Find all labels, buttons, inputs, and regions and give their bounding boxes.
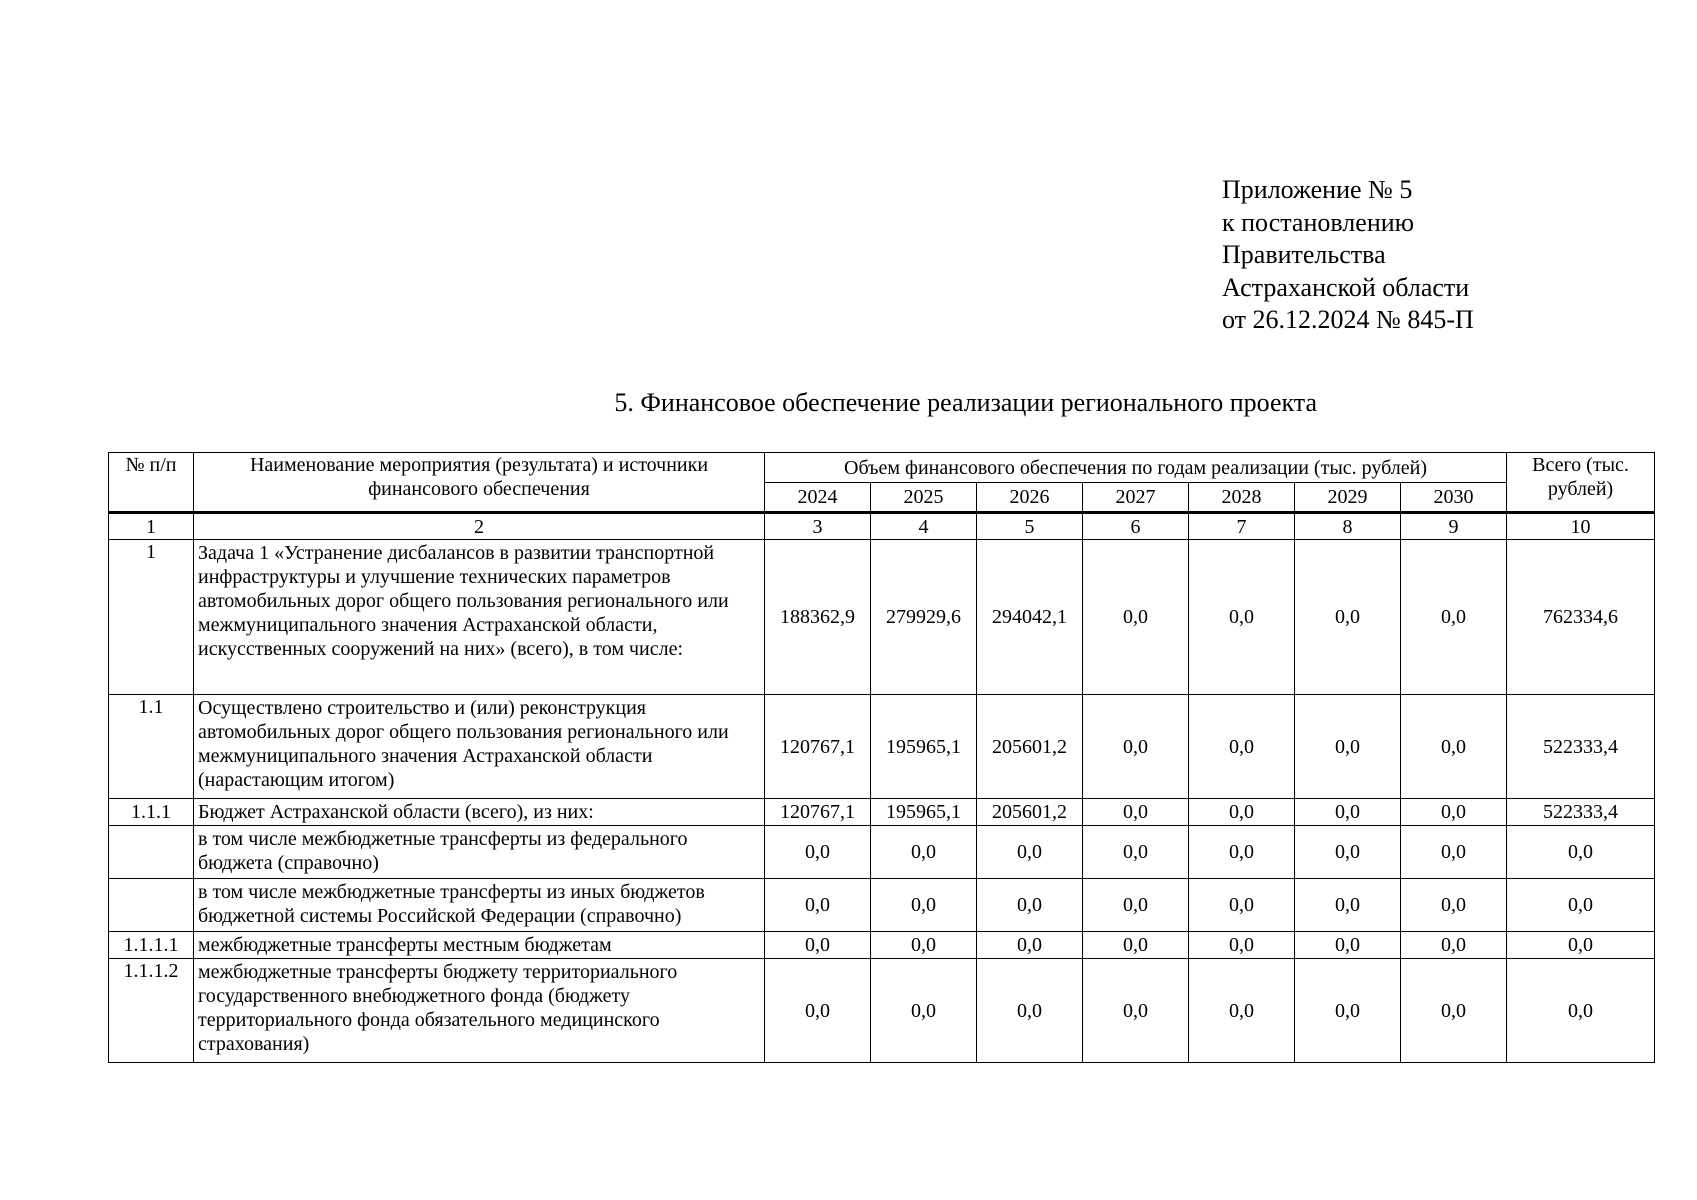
row-name: межбюджетные трансферты местным бюджетам	[194, 932, 765, 959]
row-value: 0,0	[1189, 959, 1295, 1063]
row-total: 762334,6	[1507, 540, 1655, 695]
row-value: 0,0	[1189, 879, 1295, 932]
row-total: 522333,4	[1507, 799, 1655, 826]
row-total: 522333,4	[1507, 695, 1655, 799]
row-value: 0,0	[1189, 932, 1295, 959]
header-year: 2025	[871, 483, 977, 513]
row-value: 279929,6	[871, 540, 977, 695]
header-row	[109, 453, 1655, 483]
column-number: 7	[1189, 513, 1295, 540]
column-number: 6	[1083, 513, 1189, 540]
appendix-block	[1222, 174, 1474, 337]
row-value: 195965,1	[871, 695, 977, 799]
row-value: 0,0	[977, 959, 1083, 1063]
row-name: Бюджет Астраханской области (всего), из них:	[194, 799, 765, 826]
row-total: 0,0	[1507, 879, 1655, 932]
row-value: 0,0	[1189, 826, 1295, 879]
appendix-line: Астраханской области	[1222, 272, 1470, 302]
row-value: 188362,9	[765, 540, 871, 695]
row-value: 195965,1	[871, 799, 977, 826]
row-total: 0,0	[1507, 959, 1655, 1063]
row-num	[109, 879, 194, 932]
column-number: 8	[1295, 513, 1401, 540]
row-value: 0,0	[977, 932, 1083, 959]
row-value: 0,0	[765, 826, 871, 879]
row-value: 0,0	[1083, 799, 1189, 826]
appendix-line: Правительства	[1222, 240, 1386, 269]
row-value: 205601,2	[977, 799, 1083, 826]
table-row	[109, 695, 1655, 799]
row-value: 0,0	[1189, 540, 1295, 695]
header-year: 2029	[1295, 483, 1401, 513]
document-title: 5. Финансовое обеспечение реализации регионального проекта	[614, 388, 1317, 417]
row-num: 1.1.1	[109, 799, 194, 826]
table-row	[109, 826, 1655, 879]
row-value: 0,0	[1295, 695, 1401, 799]
row-value: 120767,1	[765, 799, 871, 826]
appendix-line: Приложение № 5	[1222, 175, 1413, 204]
row-value: 120767,1	[765, 695, 871, 799]
row-value: 0,0	[765, 932, 871, 959]
column-number: 3	[765, 513, 871, 540]
row-value: 0,0	[977, 879, 1083, 932]
header-year: 2026	[977, 483, 1083, 513]
row-value: 0,0	[1401, 959, 1507, 1063]
row-value: 0,0	[871, 959, 977, 1063]
row-name: в том числе межбюджетные трансферты из иных бюджетов бюджетной системы Российской Федерации (справочно)	[194, 879, 765, 932]
header-year: 2030	[1401, 483, 1507, 513]
row-name: межбюджетные трансферты бюджету территориального государственного внебюджетного фонда (бюджету территориального фонда обязательного медицинского страхования)	[194, 959, 765, 1063]
row-num: 1.1.1.2	[109, 959, 194, 1063]
row-value: 0,0	[1189, 799, 1295, 826]
row-value: 294042,1	[977, 540, 1083, 695]
header-year: 2024	[765, 483, 871, 513]
table-row	[109, 879, 1655, 932]
header-num: № п/п	[109, 453, 194, 513]
row-value: 0,0	[871, 826, 977, 879]
column-number: 4	[871, 513, 977, 540]
document-title-wrap	[0, 388, 1317, 418]
row-num: 1	[109, 540, 194, 695]
column-number: 5	[977, 513, 1083, 540]
row-value: 0,0	[1083, 695, 1189, 799]
header-year: 2027	[1083, 483, 1189, 513]
table-row	[109, 799, 1655, 826]
row-value: 0,0	[1083, 540, 1189, 695]
row-value: 0,0	[871, 932, 977, 959]
row-name: Задача 1 «Устранение дисбалансов в развитии транспортной инфраструктуры и улучшение технических параметров автомобильных дорог общего пользования регионального или межмуниципального значения Астраханской области, искусственных сооружений на них» (всего), в том числе:	[194, 540, 765, 695]
row-name: в том числе межбюджетные трансферты из федерального бюджета (справочно)	[194, 826, 765, 879]
row-num: 1.1	[109, 695, 194, 799]
financing-table	[108, 452, 1655, 1063]
header-volume: Объем финансового обеспечения по годам реализации (тыс. рублей)	[765, 453, 1507, 483]
row-value: 0,0	[1295, 540, 1401, 695]
row-total: 0,0	[1507, 932, 1655, 959]
row-value: 0,0	[1295, 826, 1401, 879]
row-num: 1.1.1.1	[109, 932, 194, 959]
row-value: 0,0	[1083, 879, 1189, 932]
header-year: 2028	[1189, 483, 1295, 513]
table-row	[109, 932, 1655, 959]
table-row	[109, 959, 1655, 1063]
table-row	[109, 540, 1655, 695]
row-value: 0,0	[1401, 879, 1507, 932]
row-value: 0,0	[1189, 695, 1295, 799]
row-value: 0,0	[1295, 932, 1401, 959]
row-value: 0,0	[977, 826, 1083, 879]
column-number: 9	[1401, 513, 1507, 540]
column-number-row	[109, 513, 1655, 540]
column-number: 2	[194, 513, 765, 540]
row-value: 0,0	[765, 879, 871, 932]
column-number: 1	[109, 513, 194, 540]
row-value: 0,0	[1401, 799, 1507, 826]
row-value: 0,0	[1083, 932, 1189, 959]
row-total: 0,0	[1507, 826, 1655, 879]
row-value: 0,0	[1401, 932, 1507, 959]
appendix-line: к постановлению	[1222, 207, 1415, 237]
row-value: 0,0	[1295, 879, 1401, 932]
row-value: 0,0	[1295, 799, 1401, 826]
row-num	[109, 826, 194, 879]
column-number: 10	[1507, 513, 1655, 540]
row-value: 0,0	[1295, 959, 1401, 1063]
row-value: 205601,2	[977, 695, 1083, 799]
appendix-line: от 26.12.2024 № 845-П	[1222, 305, 1474, 334]
row-value: 0,0	[871, 879, 977, 932]
row-value: 0,0	[1401, 695, 1507, 799]
row-value: 0,0	[1401, 540, 1507, 695]
header-name: Наименование мероприятия (результата) и источники финансового обеспечения	[194, 453, 765, 513]
row-value: 0,0	[1083, 826, 1189, 879]
row-value: 0,0	[1401, 826, 1507, 879]
row-name: Осуществлено строительство и (или) реконструкция автомобильных дорог общего пользования регионального или межмуниципального значения Астраханской области (нарастающим итогом)	[194, 695, 765, 799]
row-value: 0,0	[765, 959, 871, 1063]
row-value: 0,0	[1083, 959, 1189, 1063]
header-total: Всего (тыс. рублей)	[1507, 453, 1655, 513]
